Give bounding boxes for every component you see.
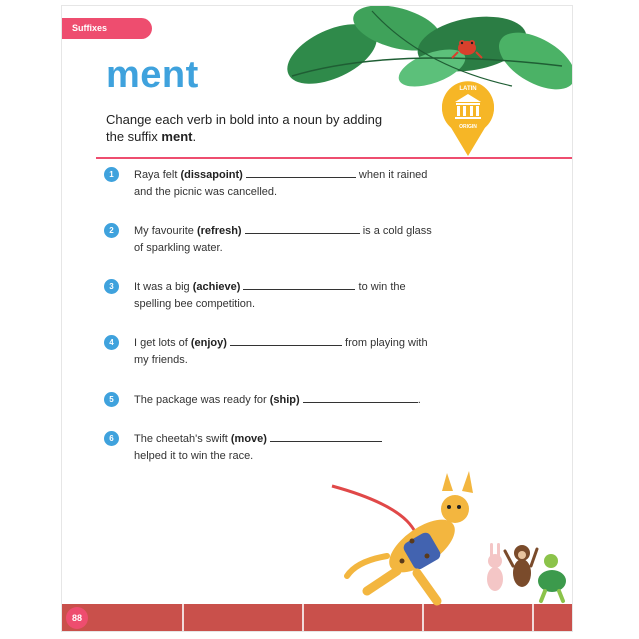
question-4 [106, 334, 476, 369]
question-text-after: to win the [355, 281, 406, 293]
question-number: 2 [104, 223, 119, 238]
page-number: 88 [66, 607, 88, 629]
question-number: 3 [104, 279, 119, 294]
question-text-line2: my friends. [134, 354, 188, 366]
monkey-illustration [505, 545, 537, 587]
turtle-illustration [538, 554, 566, 601]
question-text-line2: helped it to win the race. [134, 450, 254, 462]
question-text: I get lots of [134, 337, 191, 349]
question-text-after: when it rained [355, 169, 428, 181]
instructions-suffix: ment [161, 129, 193, 144]
page-title: ment [106, 54, 199, 96]
question-text-after: is a cold glass [359, 225, 432, 237]
answer-blank-2[interactable] [245, 222, 360, 234]
instructions-end: . [192, 129, 197, 144]
question-verb: (dissapoint) [180, 169, 243, 181]
section-tab: Suffixes [62, 18, 152, 39]
question-number: 1 [104, 167, 119, 182]
racing-animals-illustration [327, 461, 567, 611]
question-verb: (enjoy) [190, 337, 227, 349]
instructions [106, 111, 396, 145]
rabbit-illustration [487, 543, 503, 591]
question-text: My favourite [134, 225, 197, 237]
question-text-after: . [417, 394, 421, 406]
answer-blank-5[interactable] [303, 391, 418, 403]
jungle-leaves-illustration [272, 6, 572, 91]
worksheet-page [62, 6, 572, 631]
question-number: 5 [104, 392, 119, 407]
answer-blank-4[interactable] [230, 334, 342, 346]
question-number: 4 [104, 335, 119, 350]
track-lane-line [182, 604, 184, 631]
answer-blank-1[interactable] [246, 166, 356, 178]
question-text: Raya felt [134, 169, 181, 181]
divider-line [96, 157, 572, 159]
badge-bottom-text: ORIGIN [459, 124, 477, 130]
latin-origin-badge [438, 78, 498, 158]
answer-blank-3[interactable] [243, 278, 355, 290]
question-1 [106, 166, 476, 201]
cheetah-illustration [347, 471, 473, 601]
question-verb: (achieve) [192, 281, 241, 293]
question-text: The cheetah's swift [134, 433, 231, 445]
question-text: It was a big [134, 281, 193, 293]
question-verb: (refresh) [196, 225, 242, 237]
question-text-line2: spelling bee competition. [134, 298, 256, 310]
question-text-line2: and the picnic was cancelled. [134, 186, 278, 198]
question-text: The package was ready for [134, 394, 270, 406]
question-2 [106, 222, 476, 257]
question-number: 6 [104, 431, 119, 446]
question-verb: (ship) [269, 394, 300, 406]
question-verb: (move) [230, 433, 267, 445]
question-6 [106, 430, 476, 465]
answer-blank-6[interactable] [270, 430, 382, 442]
track-lane-line [302, 604, 304, 631]
question-3 [106, 278, 476, 313]
badge-top-text: LATIN [459, 86, 477, 92]
instructions-text: Change each verb in bold into a noun by adding the suffix [106, 112, 383, 144]
question-text-line2: of sparkling water. [134, 242, 223, 254]
question-5 [106, 391, 476, 409]
question-text-after: from playing with [342, 337, 428, 349]
